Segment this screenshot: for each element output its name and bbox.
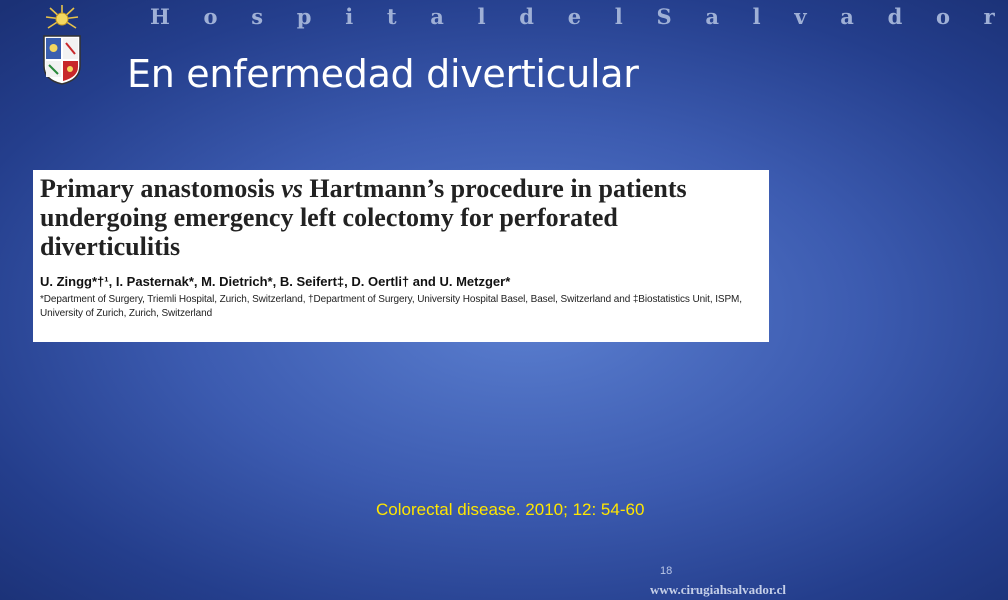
- website-url: www.cirugiahsalvador.cl: [650, 582, 787, 597]
- paper-title-line: diverticulitis: [40, 232, 181, 261]
- page-number: 18: [660, 565, 673, 577]
- paper-title: [40, 174, 761, 261]
- sun-emblem-icon: [44, 4, 80, 34]
- hospital-name: H o s p i t a l d e l S a l v a d o r: [150, 4, 1008, 29]
- versus-word: vs: [281, 174, 303, 203]
- paper-header-image: [33, 170, 769, 342]
- paper-title-line: Primary anastomosis vs Hartmann’s procedure in patients: [40, 174, 687, 203]
- paper-affiliations: *Department of Surgery, Triemli Hospital, Zurich, Switzerland, †Department of Surgery, University Hospital Basel, Basel, Switzerland and ‡Biostatistics Unit, ISPM, University of Zurich, Zurich, Switzerland: [40, 294, 742, 319]
- citation: Colorectal disease. 2010; 12: 54-60: [376, 500, 645, 519]
- university-shield-logo: [42, 34, 82, 86]
- paper-title-line: undergoing emergency left colectomy for perforated: [40, 203, 618, 232]
- slide-title: En enfermedad diverticular: [127, 52, 639, 96]
- paper-authors: U. Zingg*†¹, I. Pasternak*, M. Dietrich*, B. Seifert‡, D. Oertli† and U. Metzger*: [40, 274, 511, 289]
